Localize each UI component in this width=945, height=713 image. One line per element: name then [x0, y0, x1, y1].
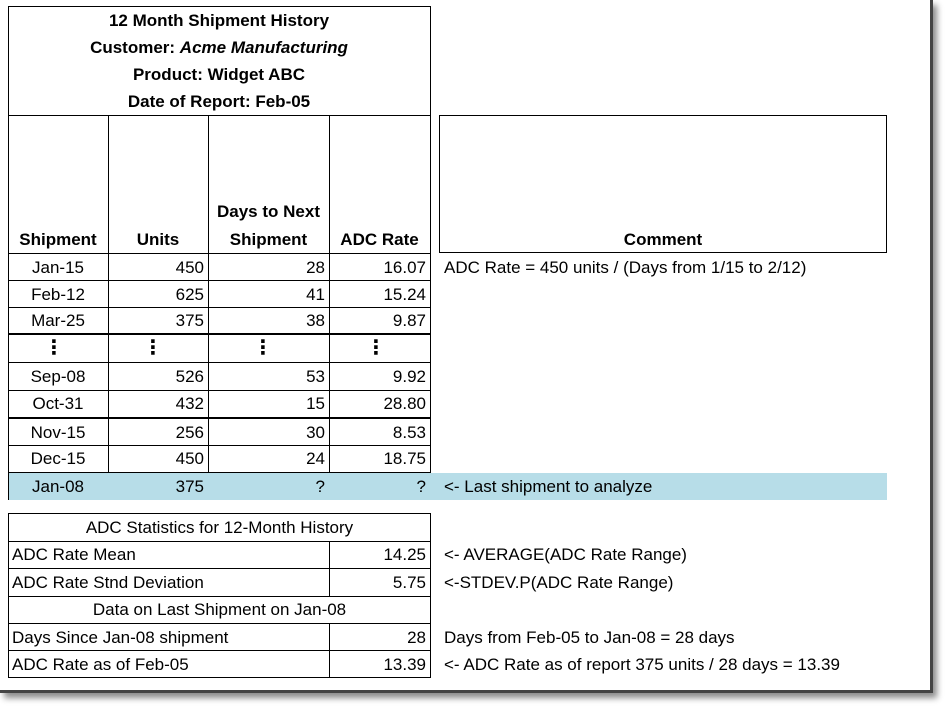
stats-sd-label: ADC Rate Stnd Deviation — [12, 573, 204, 592]
col-header-shipment: Shipment — [19, 230, 97, 249]
days-since-value: 28 — [407, 628, 426, 647]
ellipsis-units: ⋮ — [143, 337, 163, 359]
product-line: Product: Widget ABC — [132, 65, 306, 84]
report-title: 12 Month Shipment History — [108, 11, 330, 30]
stats-mean-value: 14.25 — [383, 545, 426, 564]
shipment-date: Dec-15 — [30, 449, 86, 468]
col-header-days-2: Shipment — [229, 230, 308, 249]
units-value: 375 — [175, 477, 204, 496]
shipment-date: Mar-25 — [31, 311, 85, 330]
adc-rate-note: <- ADC Rate as of report 375 units / 28 days = 13.39 — [444, 655, 840, 674]
sd-note: <-STDEV.P(ADC Rate Range) — [444, 573, 674, 592]
shipment-date: Nov-15 — [30, 423, 86, 442]
days-since-label: Days Since Jan-08 shipment — [12, 628, 229, 647]
units-value: 526 — [175, 367, 204, 386]
customer-label: Customer: — [90, 38, 180, 57]
units-value: 256 — [175, 423, 204, 442]
report-date-line: Date of Report: Feb-05 — [127, 92, 311, 111]
stats-title: ADC Statistics for 12-Month History — [85, 518, 354, 537]
comment-last-shipment: <- Last shipment to analyze — [444, 477, 653, 496]
adc-value: 16.07 — [383, 258, 426, 277]
days-value: 38 — [306, 311, 325, 330]
mean-note: <- AVERAGE(ADC Rate Range) — [444, 545, 687, 564]
units-value: 375 — [175, 311, 204, 330]
shipment-date: Oct-31 — [32, 394, 84, 413]
adc-rate-asof-label: ADC Rate as of Feb-05 — [12, 655, 189, 674]
comment-row-1: ADC Rate = 450 units / (Days from 1/15 to 2/12) — [444, 258, 807, 277]
shipment-date: Feb-12 — [31, 285, 85, 304]
adc-value: 9.87 — [392, 311, 426, 330]
days-since-note: Days from Feb-05 to Jan-08 = 28 days — [444, 628, 735, 647]
days-value: 15 — [306, 394, 325, 413]
days-value: 53 — [306, 367, 325, 386]
ellipsis-adc: ⋮ — [366, 337, 386, 359]
units-value: 450 — [175, 258, 204, 277]
adc-value: 18.75 — [383, 449, 426, 468]
days-value: 24 — [306, 449, 325, 468]
adc-value: 8.53 — [392, 423, 426, 442]
days-value: 28 — [306, 258, 325, 277]
adc-value: 9.92 — [392, 367, 426, 386]
ellipsis-shipment: ⋮ — [44, 337, 64, 359]
shipment-date: Sep-08 — [30, 367, 86, 386]
adc-value: ? — [416, 477, 426, 496]
units-value: 450 — [175, 449, 204, 468]
stats-sd-value: 5.75 — [392, 573, 426, 592]
customer-line — [8, 34, 430, 61]
customer-name: Acme Manufacturing — [179, 38, 348, 57]
last-shipment-title: Data on Last Shipment on Jan-08 — [92, 600, 347, 619]
adc-rate-asof-value: 13.39 — [383, 655, 426, 674]
units-value: 625 — [175, 285, 204, 304]
stats-mean-label: ADC Rate Mean — [12, 545, 136, 564]
col-header-days-1: Days to Next — [217, 202, 320, 221]
adc-value: 28.80 — [383, 394, 426, 413]
col-header-comment: Comment — [623, 230, 703, 249]
shipment-date: Jan-15 — [32, 258, 84, 277]
days-value: 41 — [306, 285, 325, 304]
col-header-adc: ADC Rate — [340, 230, 419, 249]
ellipsis-days: ⋮ — [253, 337, 273, 359]
days-value: 30 — [306, 423, 325, 442]
col-header-units: Units — [136, 230, 180, 249]
units-value: 432 — [175, 394, 204, 413]
adc-value: 15.24 — [383, 285, 426, 304]
shipment-date: Jan-08 — [32, 477, 84, 496]
days-value: ? — [315, 477, 325, 496]
